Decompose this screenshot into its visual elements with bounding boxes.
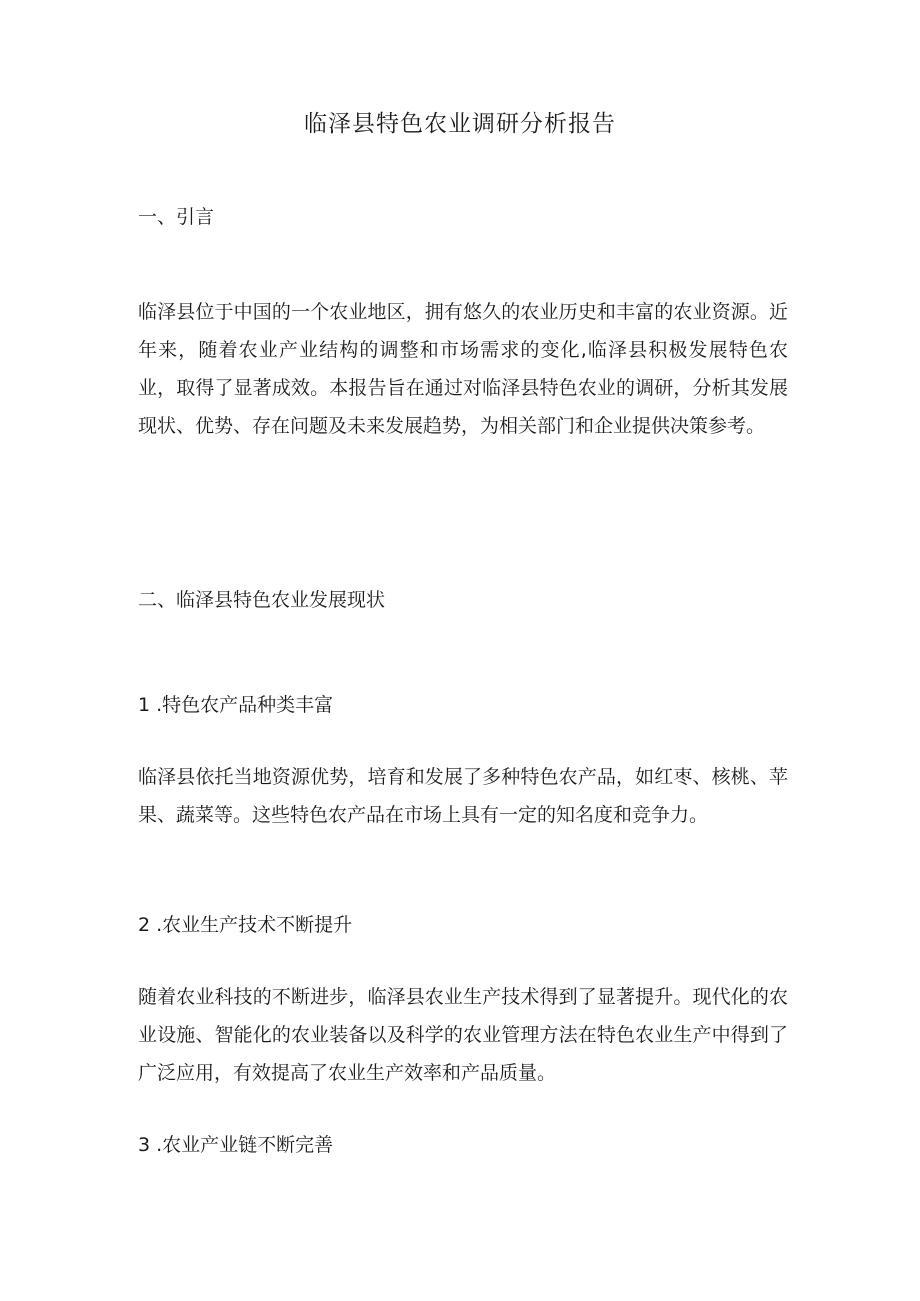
subsection-paragraph-2: 随着农业科技的不断进步，临泽县农业生产技术得到了显著提升。现代化的农业设施、智能化的农业装备以及科学的农业管理方法在特色农业生产中得到了广泛应用，有效提高了农业生产效率和产品质量。 (138, 986, 788, 1084)
section-heading-status: 二、临泽县特色农业发展现状 (138, 589, 386, 611)
subsection-heading-2: 2 .农业生产技术不断提升 (138, 914, 353, 936)
introduction-paragraph: 临泽县位于中国的一个农业地区，拥有悠久的农业历史和丰富的农业资源。近年来，随着农业产业结构的调整和市场需求的变化,临泽县积极发展特色农业，取得了显著成效。本报告旨在通过对临泽县特色农业的调研，分析其发展现状、优势、存在问题及未来发展趋势，为相关部门和企业提供决策参考。 (138, 301, 788, 437)
subsection-heading-3: 3 .农业产业链不断完善 (138, 1134, 334, 1156)
subsection-paragraph-1: 临泽县依托当地资源优势，培育和发展了多种特色农产品，如红枣、核桃、苹果、蔬菜等。这些特色农产品在市场上具有一定的知名度和竞争力。 (138, 766, 788, 826)
section-heading-introduction: 一、引言 (138, 206, 215, 228)
subsection-heading-1: 1 .特色农产品种类丰富 (138, 694, 334, 716)
document-title: 临泽县特色农业调研分析报告 (304, 111, 616, 137)
